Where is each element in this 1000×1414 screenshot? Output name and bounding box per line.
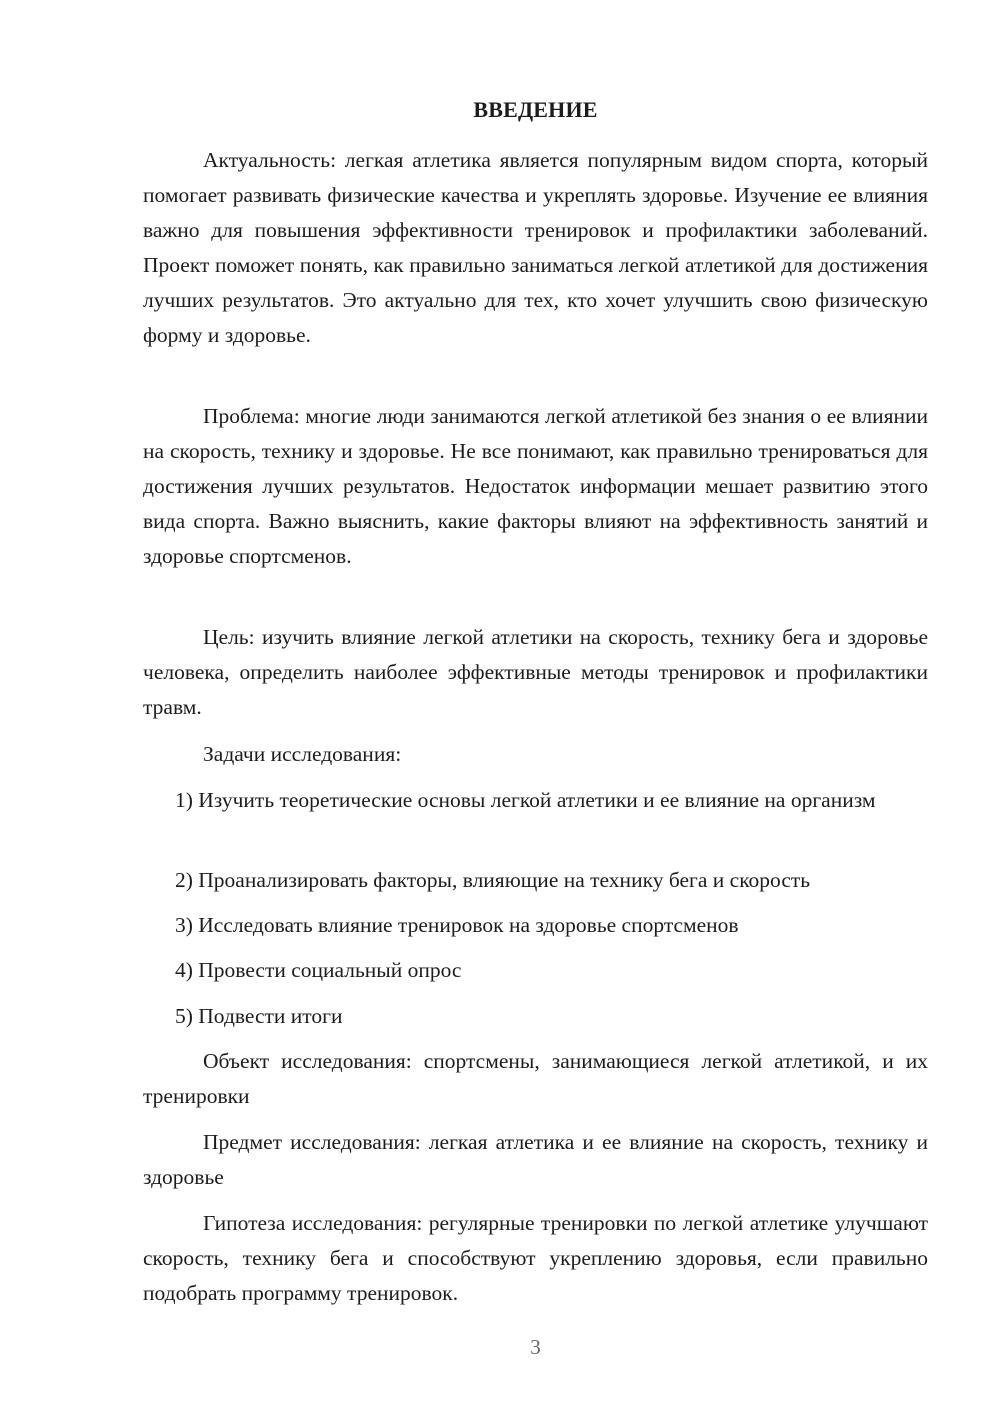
page-number: 3 — [530, 1335, 541, 1359]
section-heading: ВВЕДЕНИЕ — [473, 97, 598, 122]
task-item-3: 3) Исследовать влияние тренировок на здоровье спортсменов — [175, 913, 739, 937]
goal-paragraph: Цель: изучить влияние легкой атлетики на скорость, технику бега и здоровье человека, определить наиболее эффективные методы тренировок и профилактики травм. — [143, 625, 928, 719]
tasks-title: Задачи исследования: — [203, 742, 402, 766]
task-item-1: 1) Изучить теоретические основы легкой атлетики и ее влияние на организм — [175, 788, 876, 812]
subject-paragraph: Предмет исследования: легкая атлетика и ее влияние на скорость, технику и здоровье — [143, 1130, 928, 1189]
relevance-paragraph: Актуальность: легкая атлетика является популярным видом спорта, который помогает развивать физические качества и укреплять здоровье. Изучение ее влияния важно для повышения эффективности тренировок и профилактики заболеваний. Проект поможет понять, как правильно заниматься легкой атлетикой для достижения лучших результатов. Это актуально для тех, кто хочет улучшить свою физическую форму и здоровье. — [143, 148, 928, 347]
task-item-4: 4) Провести социальный опрос — [175, 958, 462, 982]
problem-paragraph: Проблема: многие люди занимаются легкой атлетикой без знания о ее влиянии на скорость, технику и здоровье. Не все понимают, как правильно тренироваться для достижения лучших результатов. Недостаток информации мешает развитию этого вида спорта. Важно выяснить, какие факторы влияют на эффективность занятий и здоровье спортсменов. — [143, 404, 928, 568]
document-page — [143, 0, 928, 1414]
task-item-2: 2) Проанализировать факторы, влияющие на технику бега и скорость — [175, 868, 811, 892]
object-paragraph: Объект исследования: спортсмены, занимающиеся легкой атлетикой, и их тренировки — [143, 1049, 928, 1108]
hypothesis-paragraph: Гипотеза исследования: регулярные тренировки по легкой атлетике улучшают скорость, технику бега и способствуют укреплению здоровья, если правильно подобрать программу тренировок. — [143, 1211, 928, 1305]
task-item-5: 5) Подвести итоги — [175, 1004, 343, 1028]
